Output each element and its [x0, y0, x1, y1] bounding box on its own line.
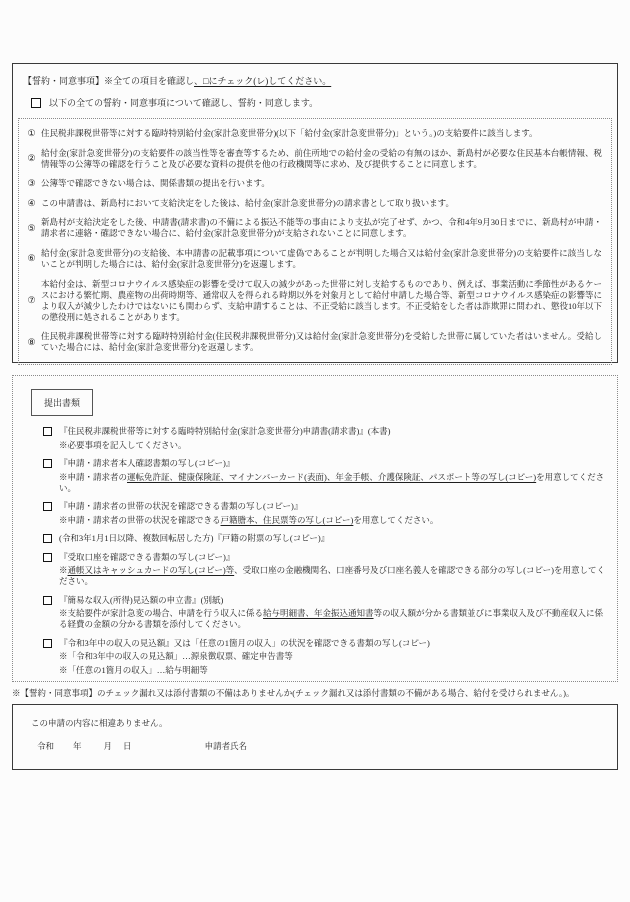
- document-item-3: [43, 501, 605, 526]
- day-label: 日: [123, 741, 132, 751]
- pledge-item-text: 給付金(家計急変世帯分)の支給要件の該当性等を審査等するため、前住所地での給付金の受給の有無のほか、新島村が必要な住民基本台帳情報、税情報等の公簿等の確認を行うこと及び必要な資料の提供を他の行政機関等に求め、及び提供することに同意します。: [41, 147, 602, 169]
- document-item-7: [43, 638, 605, 676]
- pledge-item-number: ①: [27, 128, 36, 138]
- document-checkbox-7[interactable]: [43, 639, 52, 648]
- pledge-title: [23, 75, 607, 87]
- pledge-title-note-underlined: 、□にチェック(レ)してください。: [194, 76, 332, 86]
- agreement-checkbox-label: 以下の全ての誓約・同意事項について確認し、誓約・同意します。: [49, 98, 319, 108]
- pledge-item-number: ②: [27, 153, 36, 164]
- documents-section-label: 提出書類: [31, 389, 93, 416]
- agreement-row: [31, 97, 617, 109]
- text: を用意してください。: [353, 514, 439, 525]
- pledge-item-3: [24, 178, 602, 189]
- underlined-text: 運転免許証、健康保険証、マイナンバーカード(表面)、年金手帳、介護保険証、パスポート等の写し(コピー): [127, 471, 537, 482]
- underlined-text: 給与明細書、年金振込通知書: [263, 608, 374, 618]
- document-item-note: [59, 651, 605, 662]
- document-item-2: [43, 458, 605, 494]
- text: ※申請・請求者の世帯の状況を確認できる: [59, 514, 221, 525]
- pledge-item-number: ⑧: [27, 336, 36, 347]
- documents-items: [43, 426, 605, 676]
- document-item-note: [59, 608, 605, 630]
- applicant-name-label: 申請者氏名: [204, 741, 248, 751]
- text: 、受取口座の金融機関名、口座番号及び口座名義人を確認できる部分の写し(コピー)を用意してください。: [59, 565, 605, 586]
- pledge-item-number: ④: [27, 197, 36, 208]
- document-item-title-row: [43, 458, 605, 469]
- document-item-title: [59, 638, 430, 649]
- document-item-title: [59, 595, 223, 606]
- document-item-title-row: [43, 501, 605, 512]
- pledge-item-8: [24, 331, 602, 353]
- pledge-item-number: ⑥: [27, 253, 36, 264]
- pledge-title-bracket: 【誓約・同意事項】: [23, 76, 105, 86]
- pledge-item-number: ⑤: [27, 222, 36, 233]
- year-label: 年: [73, 741, 82, 751]
- pledge-item-text: 住民税非課税世帯等に対する臨時特別給付金(家計急変世帯分)(以下「給付金(家計急変世帯分)」という。)の支給要件に該当します。: [41, 128, 538, 138]
- document-item-4: [43, 533, 605, 544]
- check-warning-note: ※【誓約・同意事項】のチェック漏れ又は添付書類の不備はありませんか(チェック漏れ又は添付書類の不備がある場合、給付を受けられません。)。: [12, 688, 575, 698]
- text: ※必要事項を記入してください。: [59, 439, 187, 450]
- document-item-note: [59, 665, 605, 676]
- pledge-item-text: 公簿等で確認できない場合は、関係書類の提出を行います。: [41, 178, 270, 189]
- pledge-item-text: 給付金(家計急変世帯分)の支給後、本申請書の記載事項について虚偽であることが判明した場合又は給付金(家計急変世帯分)の支給要件に該当しないことが判明した場合には、給付金(家計急変世帯分)を返還します。: [41, 247, 602, 269]
- text: 『申請・請求者の世帯の状況を確認できる書類の写し(コピー)』: [59, 501, 303, 511]
- text: 『簡易な収入(所得)見込額の申立書』(別紙): [59, 594, 224, 605]
- document-item-note: [59, 472, 605, 494]
- documents-section: [12, 375, 618, 682]
- underlined-text: 戸籍謄本、住民票等の写し(コピー): [220, 514, 354, 525]
- text: 『住民税非課税世帯等に対する臨時特別給付金(家計急変世帯分)申請書(請求書)』(本書): [59, 426, 391, 436]
- pledge-item-number: ⑦: [27, 295, 36, 306]
- document-checkbox-5[interactable]: [43, 553, 52, 562]
- month-label: 月: [103, 741, 113, 751]
- pledge-item-4: [24, 198, 602, 209]
- pledge-item-2: [24, 148, 602, 170]
- pledge-title-note: ※全ての項目を確認し: [104, 76, 195, 86]
- text: ※: [59, 565, 68, 575]
- document-item-title-row: [43, 638, 605, 649]
- document-item-title: [59, 533, 329, 544]
- date-signature-row: [37, 741, 617, 752]
- document-checkbox-2[interactable]: [43, 459, 52, 468]
- document-item-title: [59, 426, 391, 437]
- document-item-title-row: [43, 533, 605, 544]
- declaration-text: この申請の内容に相違ありません。: [31, 718, 168, 728]
- text: (令和3年1月1日以降、複数回転居した方)『戸籍の附票の写し(コピー)』: [59, 533, 330, 543]
- text: ※「任意の1箇月の収入」…給与明細等: [59, 664, 208, 675]
- document-item-6: [43, 595, 605, 631]
- agreement-checkbox[interactable]: [31, 98, 41, 108]
- document-checkbox-1[interactable]: [43, 427, 52, 436]
- pledge-item-7: [24, 279, 602, 323]
- document-checkbox-6[interactable]: [43, 596, 52, 605]
- pledge-item-text: この申請書は、新島村において支給決定をした後は、給付金(家計急変世帯分)の請求書として取り扱います。: [41, 197, 454, 208]
- pledge-section: [12, 63, 618, 363]
- pledge-item-text: 本給付金は、新型コロナウイルス感染症の影響を受けて収入の減少があった世帯に対し支給するものであり、例えば、事業活動に季節性があるケースにおける繁忙期、農産物の出荷時期等、通常収入を得られる時期以外を対象月として給付申請した場合等、新型コロナウイルス感染症の影響等により収入が減少したわけではないにも関わらず、支給申請することは、不正受給に該当します。不正受給をした者は詐欺罪に問われ、懲役10年以下の懲役刑に処されることがあります。: [41, 278, 602, 322]
- document-item-note: [59, 515, 605, 526]
- document-item-title-row: [43, 595, 605, 606]
- text: ※「令和3年中の収入の見込額」…源泉徴収票、確定申告書等: [59, 651, 293, 661]
- text: 等の収入額が分かる書類並びに事業収入及び不動産収入に係る経費の金額の分かる書類を添付してください。: [59, 608, 604, 629]
- document-item-title: [59, 552, 234, 563]
- pledge-item-text: 住民税非課税世帯等に対する臨時特別給付金(住民税非課税世帯分)又は給付金(家計急変世帯分)を受給した世帯に属していた者はいません。受給していた場合には、給付金(家計急変世帯分)を返還します。: [41, 331, 602, 353]
- document-item-title-row: [43, 426, 605, 437]
- pledge-item-number: ③: [27, 178, 36, 189]
- document-item-title: [59, 458, 234, 469]
- document-item-5: [43, 552, 605, 588]
- text: 『令和3年中の収入の見込額』又は「任意の1箇月の収入」の状況を確認できる書類の写し(コピー): [59, 637, 430, 648]
- document-item-1: [43, 426, 605, 451]
- pledge-item-text: 新島村が支給決定をした後、申請書(請求書)の不備による振込不能等の事由により支払が完了せず、かつ、令和4年9月30日までに、新島村が申請・請求者に連絡・確認できない場合に、給付金(家計急変世帯分)が支給されないことに同意します。: [41, 217, 602, 239]
- pledge-item-5: [24, 217, 602, 239]
- underlined-text: 通帳又はキャッシュカードの写し(コピー)等: [67, 565, 235, 575]
- document-checkbox-4[interactable]: [43, 534, 52, 543]
- document-item-note: [59, 440, 605, 451]
- era-label: 令和: [37, 741, 55, 751]
- text: ※申請・請求者の: [59, 471, 128, 482]
- text: 『受取口座を確認できる書類の写し(コピー)』: [59, 551, 235, 562]
- text: 『申請・請求者本人確認書類の写し(コピー)』: [59, 458, 235, 468]
- pledge-item-6: [24, 248, 602, 270]
- document-item-title: [59, 501, 302, 512]
- signature-section: [12, 704, 618, 770]
- pledge-item-1: [24, 128, 602, 139]
- document-item-title-row: [43, 552, 605, 563]
- document-item-note: [59, 565, 605, 587]
- text: を用意してください。: [59, 471, 605, 493]
- pledge-items: [18, 118, 612, 365]
- text: ※支給要件が家計急変の場合、申請を行う収入に係る: [59, 608, 264, 618]
- document-checkbox-3[interactable]: [43, 502, 52, 511]
